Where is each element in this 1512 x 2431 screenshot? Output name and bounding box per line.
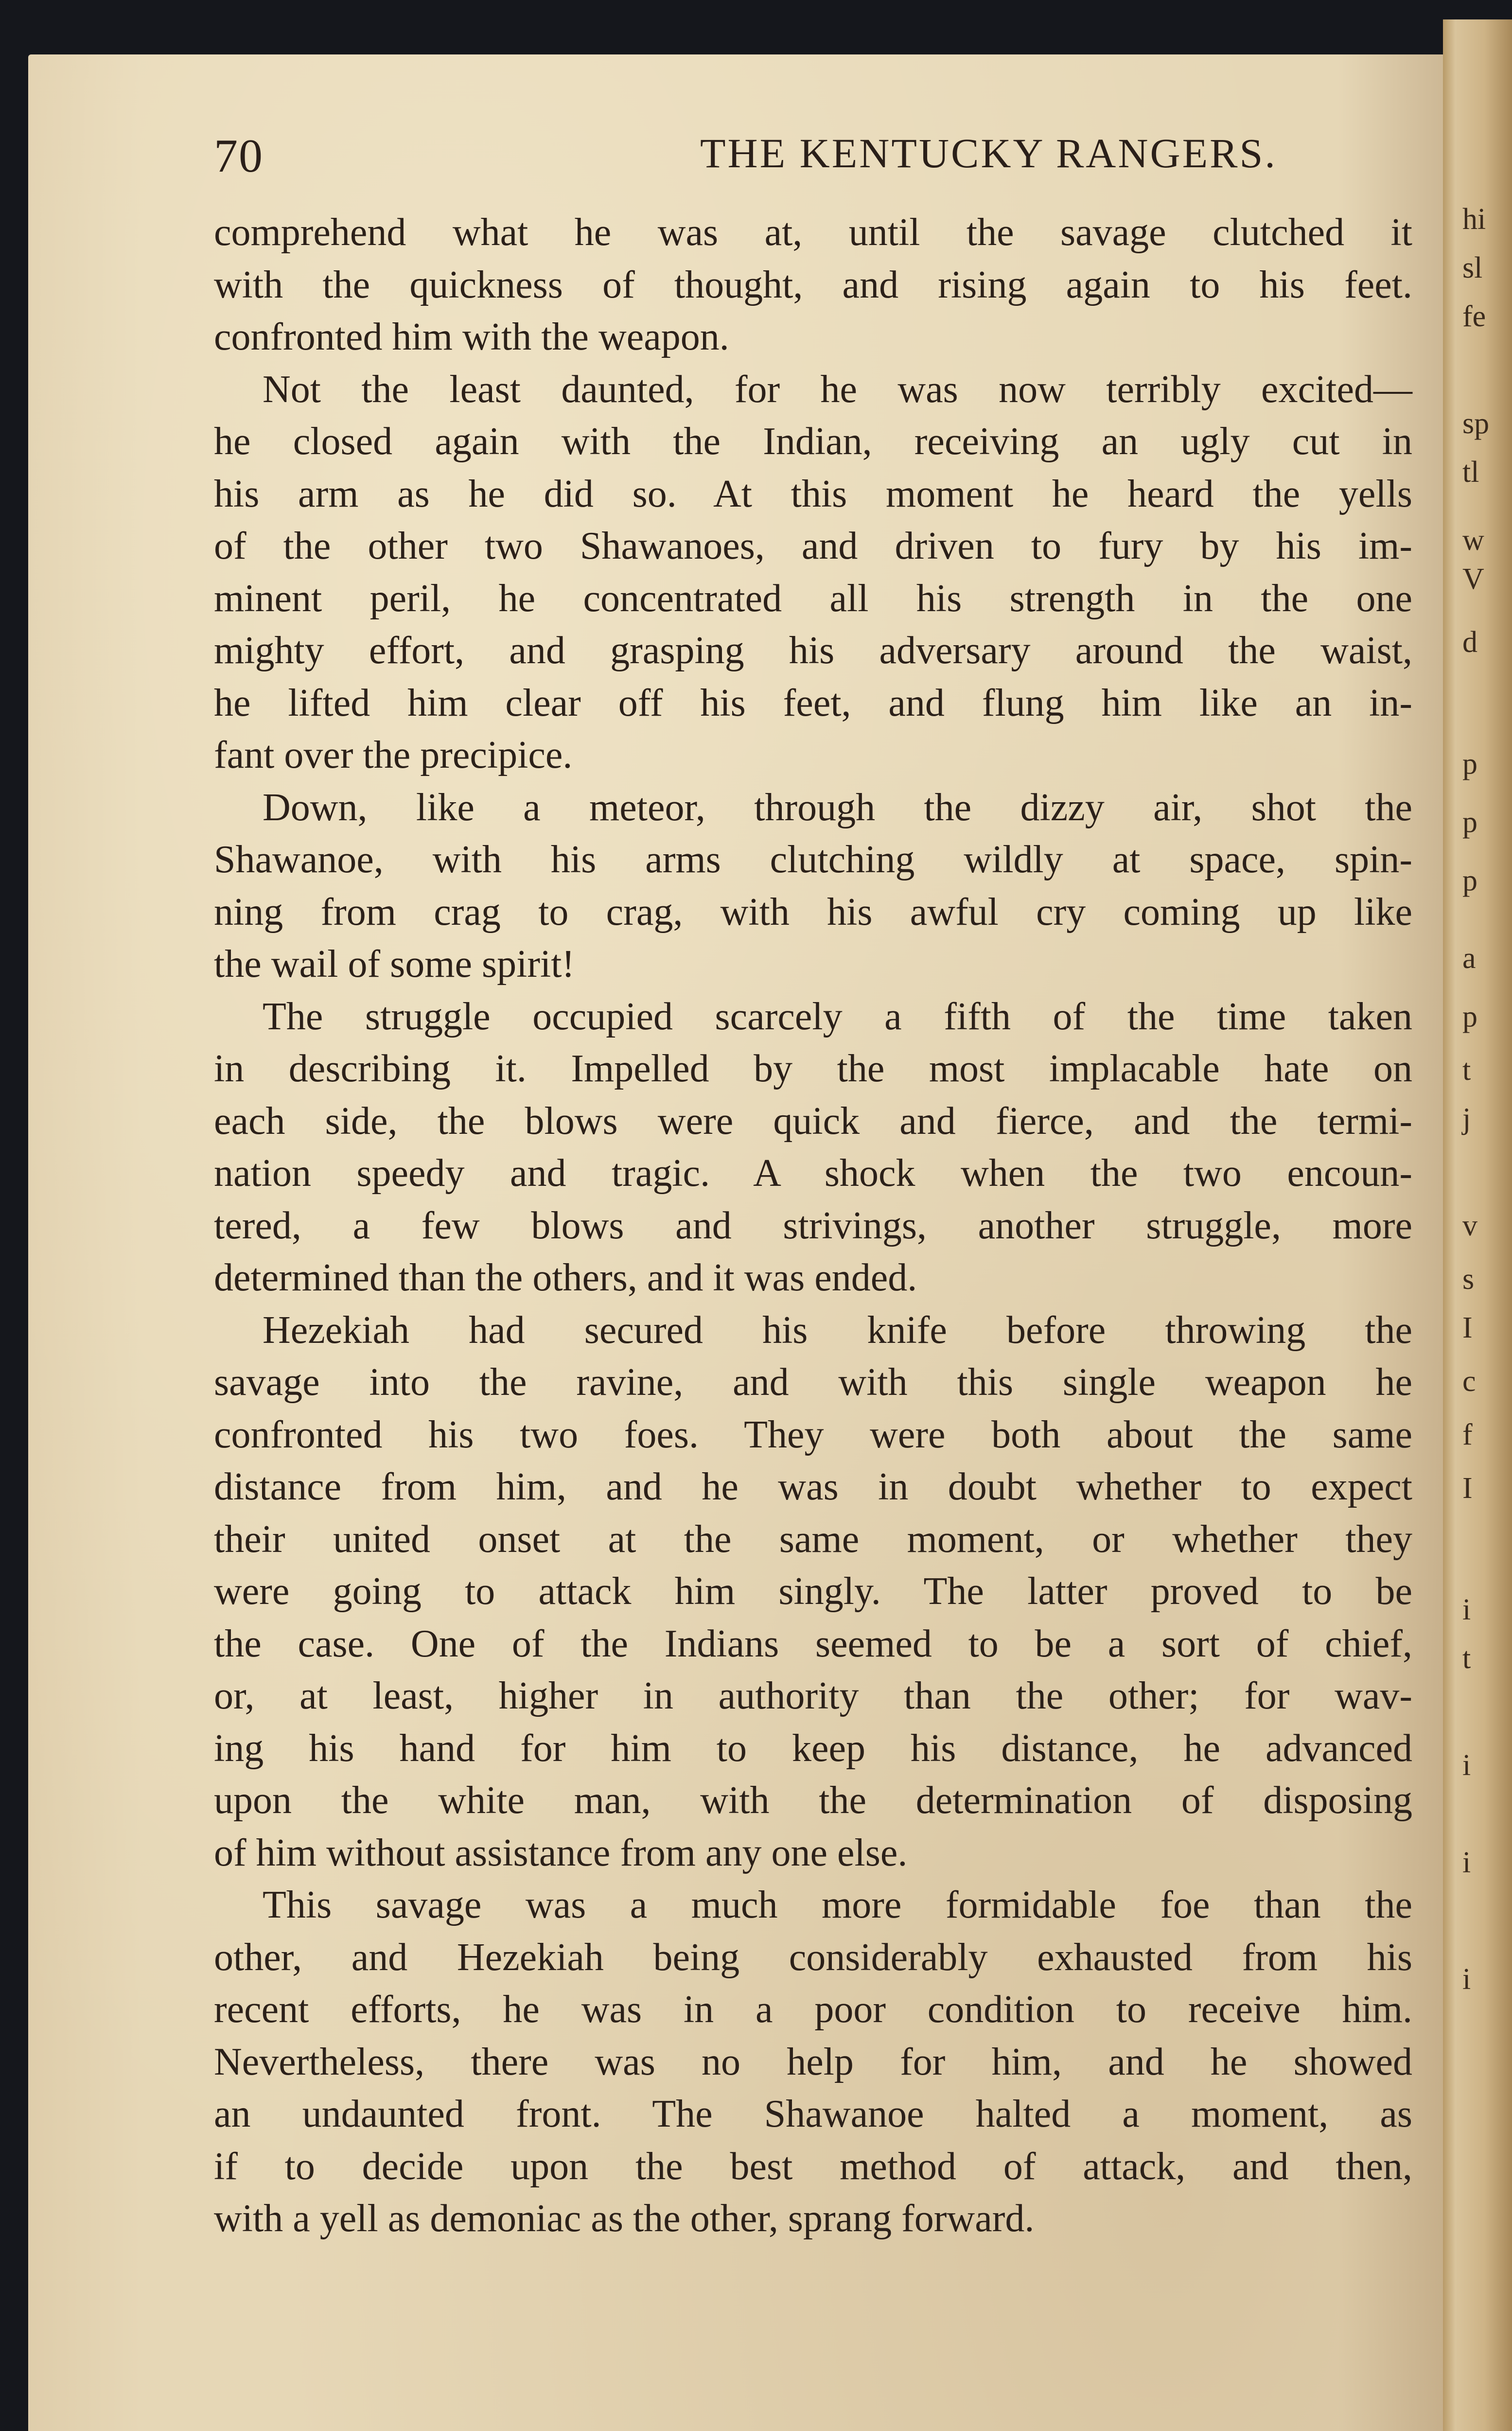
text-line: determined than the others, and it was ended. bbox=[214, 1256, 917, 1299]
text-line: Down, like a meteor, through the dizzy air, shot the bbox=[263, 786, 1412, 829]
edge-letter: i bbox=[1462, 1963, 1471, 1996]
edge-letter: fe bbox=[1462, 300, 1486, 333]
text-line: or, at least, higher in authority than the other; for wav- bbox=[214, 1674, 1412, 1717]
text-line: Shawanoe, with his arms clutching wildly at space, spin- bbox=[214, 838, 1412, 881]
text-line: in describing it. Impelled by the most implacable hate on bbox=[214, 1047, 1412, 1090]
text-line: mighty effort, and grasping his adversary around the waist, bbox=[214, 629, 1412, 672]
text-line: their united onset at the same moment, or whether they bbox=[214, 1517, 1412, 1561]
text-line: his arm as he did so. At this moment he heard the yells bbox=[214, 472, 1412, 515]
page-number: 70 bbox=[214, 130, 264, 182]
text-line: if to decide upon the best method of attack, and then, bbox=[214, 2145, 1412, 2188]
edge-letter: I bbox=[1462, 1311, 1473, 1344]
text-line: tered, a few blows and strivings, another struggle, more bbox=[214, 1204, 1412, 1247]
text-line: he lifted him clear off his feet, and flung him like an in- bbox=[214, 681, 1412, 724]
text-line: the case. One of the Indians seemed to be a sort of chief, bbox=[214, 1622, 1412, 1665]
text-line: upon the white man, with the determination of disposing bbox=[214, 1779, 1412, 1822]
edge-letter: sl bbox=[1462, 251, 1483, 284]
text-line: Not the least daunted, for he was now terribly excited— bbox=[263, 368, 1412, 411]
edge-letter: a bbox=[1462, 942, 1476, 975]
edge-letter: I bbox=[1462, 1472, 1473, 1505]
edge-letter: tl bbox=[1462, 456, 1479, 489]
edge-letter: p bbox=[1462, 1000, 1477, 1033]
running-title: THE KENTUCKY RANGERS. bbox=[700, 130, 1277, 176]
text-line: This savage was a much more formidable foe than the bbox=[263, 1884, 1412, 1926]
running-head bbox=[214, 129, 1352, 182]
text-line: he closed again with the Indian, receiving an ugly cut in bbox=[214, 420, 1412, 463]
text-line: Hezekiah had secured his knife before throwing the bbox=[263, 1308, 1412, 1352]
text-line: with a yell as demoniac as the other, sprang forward. bbox=[214, 2197, 1035, 2240]
edge-letter: s bbox=[1462, 1263, 1475, 1296]
text-line: ning from crag to crag, with his awful cry coming up like bbox=[214, 890, 1412, 934]
text-line: Nevertheless, there was no help for him, and he showed bbox=[214, 2040, 1412, 2083]
edge-letter: j bbox=[1462, 1102, 1471, 1135]
text-line: of him without assistance from any one else. bbox=[214, 1831, 908, 1874]
text-line: other, and Hezekiah being considerably exhausted from his bbox=[214, 1936, 1412, 1979]
edge-letter: w bbox=[1462, 524, 1484, 557]
text-line: nation speedy and tragic. A shock when the two encoun- bbox=[214, 1152, 1412, 1195]
text-line: the wail of some spirit! bbox=[214, 943, 575, 986]
text-line: confronted his two foes. They were both about the same bbox=[214, 1413, 1412, 1456]
edge-letter: i bbox=[1462, 1846, 1471, 1879]
text-line: an undaunted front. The Shawanoe halted a moment, as bbox=[214, 2093, 1412, 2135]
text-line: The struggle occupied scarcely a fifth of the time taken bbox=[263, 995, 1412, 1038]
edge-letter: f bbox=[1462, 1418, 1473, 1451]
adjacent-page-edge bbox=[1443, 19, 1512, 2431]
text-line: confronted him with the weapon. bbox=[214, 316, 729, 358]
edge-letter: i bbox=[1462, 1749, 1471, 1782]
edge-letter: V bbox=[1462, 563, 1484, 596]
text-line: comprehend what he was at, until the savage clutched it bbox=[214, 211, 1412, 254]
body-text bbox=[214, 207, 1412, 2245]
text-line: with the quickness of thought, and rising again to his feet. bbox=[214, 263, 1412, 306]
edge-letter: v bbox=[1462, 1209, 1477, 1242]
text-line: recent efforts, he was in a poor condition to receive him. bbox=[214, 1988, 1412, 2031]
edge-letter: p bbox=[1462, 864, 1477, 897]
text-line: ing his hand for him to keep his distance, he advanced bbox=[214, 1726, 1412, 1770]
edge-letter: hi bbox=[1462, 203, 1486, 236]
text-line: fant over the precipice. bbox=[214, 734, 573, 776]
edge-letter: sp bbox=[1462, 407, 1490, 440]
text-line: savage into the ravine, and with this single weapon he bbox=[214, 1361, 1412, 1404]
edge-letter: p bbox=[1462, 806, 1477, 839]
text-line: each side, the blows were quick and fierce, and the termi- bbox=[214, 1099, 1412, 1143]
text-line: minent peril, he concentrated all his strength in the one bbox=[214, 577, 1412, 620]
text-line: distance from him, and he was in doubt whether to expect bbox=[214, 1465, 1412, 1508]
edge-letter: i bbox=[1462, 1593, 1471, 1626]
edge-letter: d bbox=[1462, 626, 1477, 659]
edge-letter: p bbox=[1462, 747, 1477, 780]
text-line: were going to attack him singly. The latter proved to be bbox=[214, 1570, 1412, 1613]
edge-letter: c bbox=[1462, 1365, 1476, 1398]
edge-letter: t bbox=[1462, 1642, 1471, 1675]
text-line: of the other two Shawanoes, and driven to fury by his im- bbox=[214, 525, 1412, 567]
edge-letter: t bbox=[1462, 1054, 1471, 1087]
